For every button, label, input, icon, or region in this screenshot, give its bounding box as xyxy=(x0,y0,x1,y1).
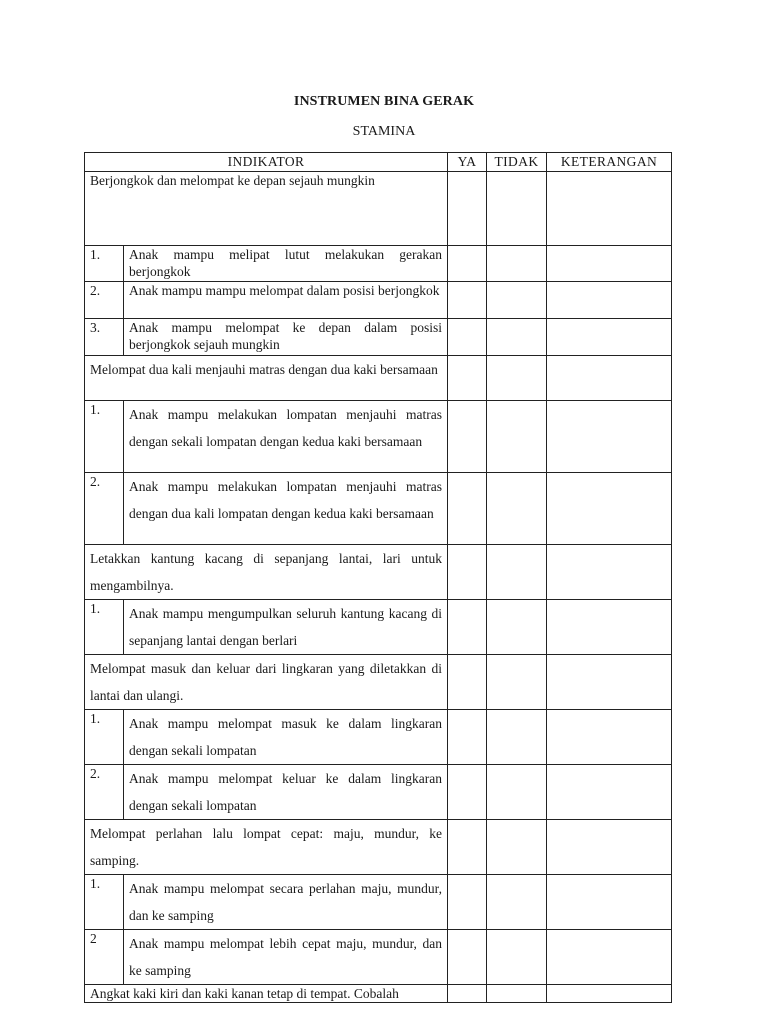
tidak-cell[interactable] xyxy=(487,820,547,875)
item-text: Anak mampu melompat masuk ke dalam lingkaran dengan sekali lompatan xyxy=(124,710,448,765)
header-keterangan: KETERANGAN xyxy=(547,153,672,172)
item-text: Anak mampu melakukan lompatan menjauhi matras dengan sekali lompatan dengan kedua kaki bersamaan xyxy=(124,401,448,473)
keterangan-cell[interactable] xyxy=(547,820,672,875)
item-text: Anak mampu mengumpulkan seluruh kantung kacang di sepanjang lantai dengan berlari xyxy=(124,600,448,655)
keterangan-cell[interactable] xyxy=(547,985,672,1003)
header-ya: YA xyxy=(448,153,487,172)
ya-cell[interactable] xyxy=(448,820,487,875)
item-number: 1. xyxy=(85,246,124,282)
tidak-cell[interactable] xyxy=(487,473,547,545)
indicator-table xyxy=(84,152,672,1003)
table-row xyxy=(85,282,672,319)
table-row xyxy=(85,246,672,282)
item-number: 2. xyxy=(85,473,124,545)
keterangan-cell[interactable] xyxy=(547,401,672,473)
item-text: Anak mampu melompat lebih cepat maju, mundur, dan ke samping xyxy=(124,930,448,985)
keterangan-cell[interactable] xyxy=(547,356,672,401)
keterangan-cell[interactable] xyxy=(547,282,672,319)
ya-cell[interactable] xyxy=(448,600,487,655)
ya-cell[interactable] xyxy=(448,246,487,282)
tidak-cell[interactable] xyxy=(487,600,547,655)
document-subtitle: STAMINA xyxy=(352,124,416,139)
item-text: Anak mampu melakukan lompatan menjauhi matras dengan dua kali lompatan dengan kedua kaki bersamaan xyxy=(124,473,448,545)
keterangan-cell[interactable] xyxy=(547,319,672,356)
table-row xyxy=(85,172,672,246)
item-number: 2. xyxy=(85,282,124,319)
ya-cell[interactable] xyxy=(448,930,487,985)
section-text: Melompat masuk dan keluar dari lingkaran yang diletakkan di lantai dan ulangi. xyxy=(85,655,448,710)
tidak-cell[interactable] xyxy=(487,246,547,282)
ya-cell[interactable] xyxy=(448,545,487,600)
header-indikator: INDIKATOR xyxy=(85,153,448,172)
ya-cell[interactable] xyxy=(448,985,487,1003)
keterangan-cell[interactable] xyxy=(547,765,672,820)
table-header-row xyxy=(85,153,672,172)
tidak-cell[interactable] xyxy=(487,401,547,473)
item-number: 2 xyxy=(85,930,124,985)
item-number: 3. xyxy=(85,319,124,356)
tidak-cell[interactable] xyxy=(487,710,547,765)
table-row xyxy=(85,765,672,820)
section-text: Berjongkok dan melompat ke depan sejauh mungkin xyxy=(85,172,448,246)
table-row xyxy=(85,401,672,473)
tidak-cell[interactable] xyxy=(487,985,547,1003)
table-row xyxy=(85,473,672,545)
header-tidak: TIDAK xyxy=(487,153,547,172)
keterangan-cell[interactable] xyxy=(547,246,672,282)
ya-cell[interactable] xyxy=(448,356,487,401)
keterangan-cell[interactable] xyxy=(547,655,672,710)
section-text: Melompat perlahan lalu lompat cepat: maju, mundur, ke samping. xyxy=(85,820,448,875)
table-row xyxy=(85,600,672,655)
keterangan-cell[interactable] xyxy=(547,545,672,600)
tidak-cell[interactable] xyxy=(487,172,547,246)
item-text: Anak mampu melompat keluar ke dalam lingkaran dengan sekali lompatan xyxy=(124,765,448,820)
ya-cell[interactable] xyxy=(448,710,487,765)
ya-cell[interactable] xyxy=(448,319,487,356)
keterangan-cell[interactable] xyxy=(547,172,672,246)
section-text: Angkat kaki kiri dan kaki kanan tetap di tempat. Cobalah xyxy=(85,985,448,1003)
tidak-cell[interactable] xyxy=(487,765,547,820)
item-text: Anak mampu melompat ke depan dalam posisi berjongkok sejauh mungkin xyxy=(124,319,448,356)
ya-cell[interactable] xyxy=(448,655,487,710)
section-text: Letakkan kantung kacang di sepanjang lantai, lari untuk mengambilnya. xyxy=(85,545,448,600)
tidak-cell[interactable] xyxy=(487,875,547,930)
ya-cell[interactable] xyxy=(448,172,487,246)
item-text: Anak mampu melompat secara perlahan maju, mundur, dan ke samping xyxy=(124,875,448,930)
table-row xyxy=(85,319,672,356)
item-text: Anak mampu mampu melompat dalam posisi berjongkok xyxy=(124,282,448,319)
item-text: Anak mampu melipat lutut melakukan gerakan berjongkok xyxy=(124,246,448,282)
tidak-cell[interactable] xyxy=(487,319,547,356)
keterangan-cell[interactable] xyxy=(547,600,672,655)
tidak-cell[interactable] xyxy=(487,282,547,319)
document-title: INSTRUMEN BINA GERAK xyxy=(293,94,475,109)
ya-cell[interactable] xyxy=(448,282,487,319)
section-text: Melompat dua kali menjauhi matras dengan dua kaki bersamaan xyxy=(85,356,448,401)
table-row xyxy=(85,985,672,1003)
table-row xyxy=(85,356,672,401)
keterangan-cell[interactable] xyxy=(547,473,672,545)
table-row xyxy=(85,545,672,600)
tidak-cell[interactable] xyxy=(487,545,547,600)
item-number: 1. xyxy=(85,710,124,765)
table-row xyxy=(85,930,672,985)
tidak-cell[interactable] xyxy=(487,655,547,710)
item-number: 2. xyxy=(85,765,124,820)
table-row xyxy=(85,820,672,875)
ya-cell[interactable] xyxy=(448,473,487,545)
ya-cell[interactable] xyxy=(448,765,487,820)
ya-cell[interactable] xyxy=(448,401,487,473)
keterangan-cell[interactable] xyxy=(547,875,672,930)
item-number: 1. xyxy=(85,875,124,930)
keterangan-cell[interactable] xyxy=(547,710,672,765)
table-row xyxy=(85,655,672,710)
keterangan-cell[interactable] xyxy=(547,930,672,985)
tidak-cell[interactable] xyxy=(487,930,547,985)
table-row xyxy=(85,710,672,765)
tidak-cell[interactable] xyxy=(487,356,547,401)
ya-cell[interactable] xyxy=(448,875,487,930)
item-number: 1. xyxy=(85,401,124,473)
item-number: 1. xyxy=(85,600,124,655)
table-row xyxy=(85,875,672,930)
